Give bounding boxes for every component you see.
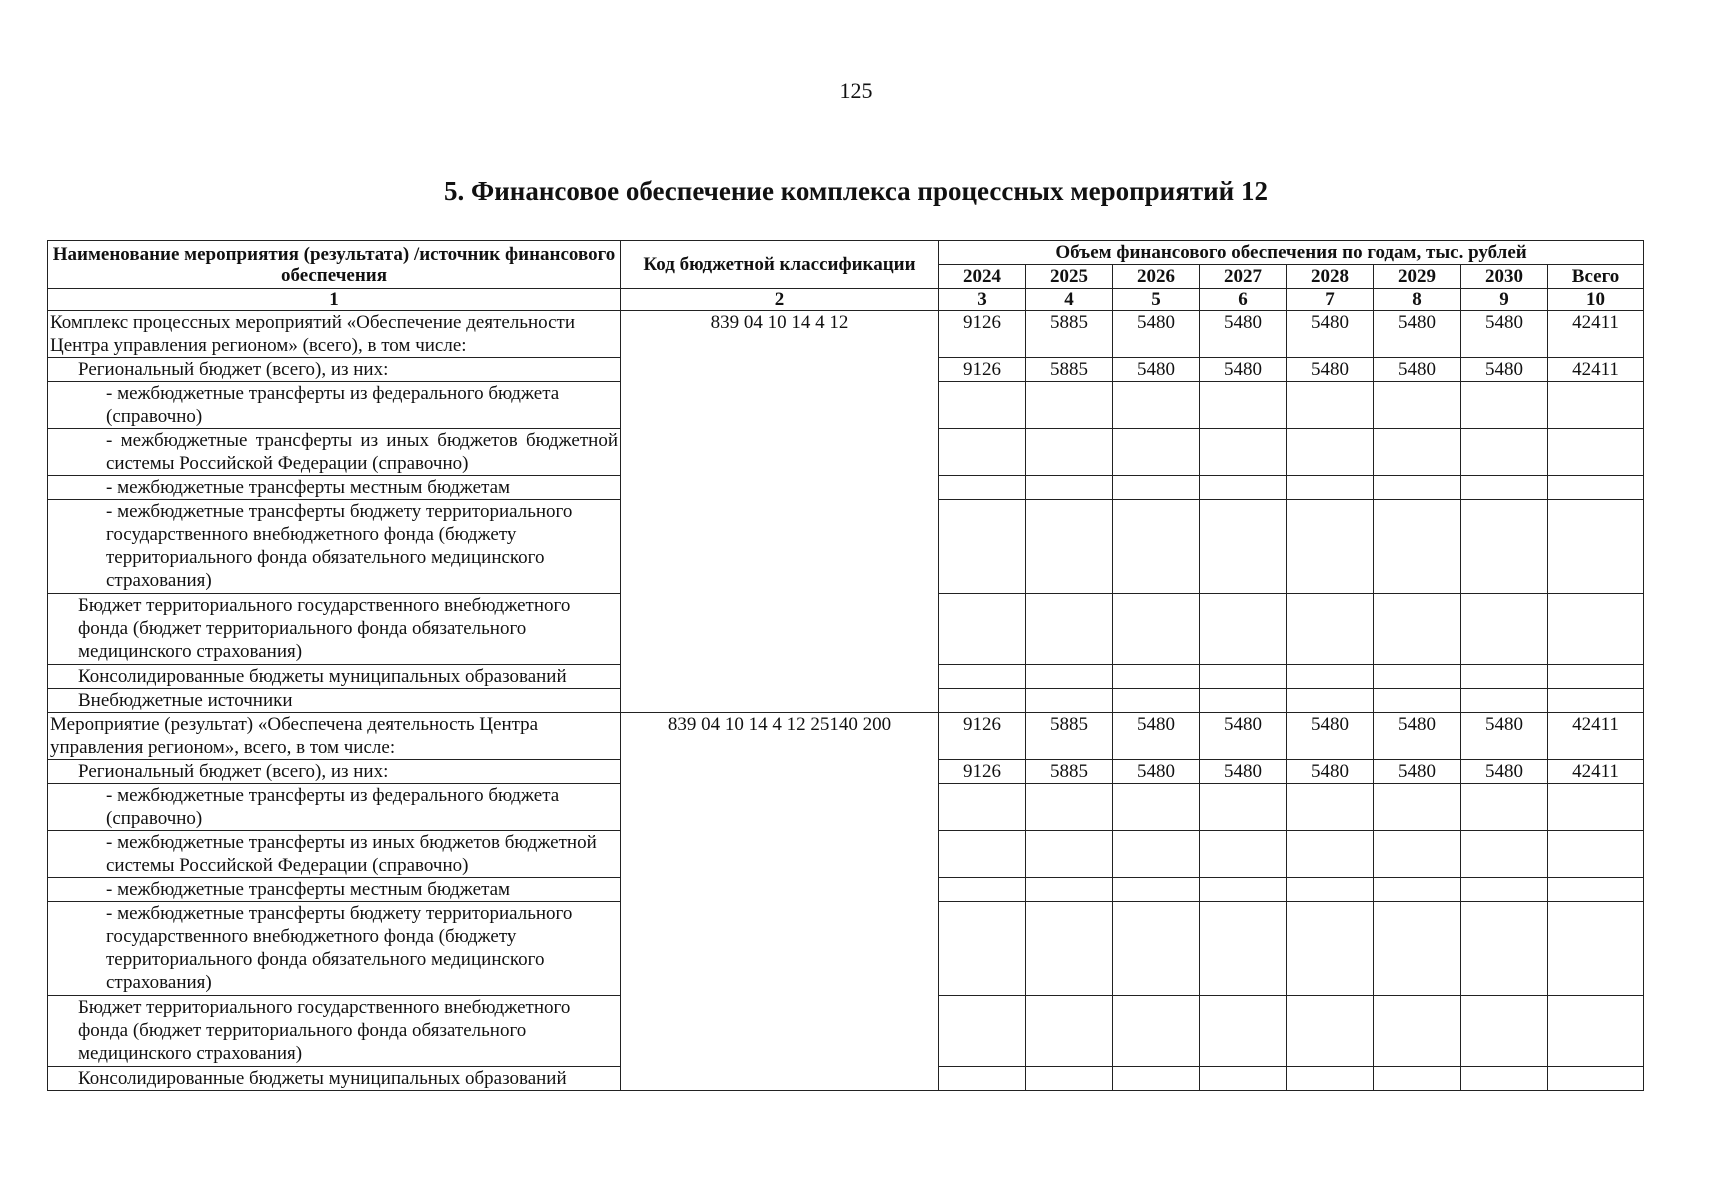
value-cell [939,500,1026,594]
row-name: - межбюджетные трансферты из федерального бюджета (справочно) [48,382,621,429]
value-cell: 5885 [1026,311,1113,358]
row-name: Региональный бюджет (всего), из них: [48,760,621,784]
value-cell [1200,476,1287,500]
value-cell: 5480 [1287,358,1374,382]
value-cell [1200,1067,1287,1091]
value-cell [939,429,1026,476]
value-cell [1548,476,1644,500]
row-name: Комплекс процессных мероприятий «Обеспечение деятельности Центра управления регионом» (всего), в том числе: [48,311,621,358]
header-code-column: Код бюджетной классификации [621,241,939,289]
value-cell [1200,429,1287,476]
column-number: 1 [48,289,621,311]
value-cell: 42411 [1548,760,1644,784]
column-number: 10 [1548,289,1644,311]
value-cell [1113,500,1200,594]
value-cell [1374,831,1461,878]
value-cell [1461,878,1548,902]
value-cell [1461,476,1548,500]
value-cell [1113,429,1200,476]
row-name: Бюджет территориального государственного внебюджетного фонда (бюджет территориального фонда обязательного медицинского страхования) [48,996,621,1067]
value-cell [1200,382,1287,429]
value-cell [1200,689,1287,713]
value-cell [1548,500,1644,594]
value-cell [1113,689,1200,713]
value-cell [1200,594,1287,665]
value-cell [1374,689,1461,713]
value-cell [1200,996,1287,1067]
value-cell [1026,500,1113,594]
value-cell [1461,1067,1548,1091]
row-name: Региональный бюджет (всего), из них: [48,358,621,382]
value-cell [939,996,1026,1067]
value-cell [1026,902,1113,996]
value-cell: 5480 [1461,311,1548,358]
value-cell [1287,500,1374,594]
value-cell [1026,878,1113,902]
value-cell: 42411 [1548,358,1644,382]
value-cell [1200,902,1287,996]
value-cell: 5885 [1026,713,1113,760]
value-cell [1461,831,1548,878]
value-cell [1374,665,1461,689]
value-cell [1026,1067,1113,1091]
value-cell [1548,594,1644,665]
value-cell [1287,382,1374,429]
value-cell [1026,594,1113,665]
header-name-column: Наименование мероприятия (результата) /источник финансового обеспечения [48,241,621,289]
value-cell [1287,784,1374,831]
value-cell: 5480 [1200,311,1287,358]
column-number: 7 [1287,289,1374,311]
column-number: 9 [1461,289,1548,311]
value-cell [1287,902,1374,996]
value-cell [939,665,1026,689]
value-cell [1287,429,1374,476]
value-cell [1287,996,1374,1067]
value-cell: 5480 [1200,358,1287,382]
row-name: - межбюджетные трансферты местным бюджетам [48,476,621,500]
value-cell: 9126 [939,358,1026,382]
value-cell: 9126 [939,713,1026,760]
row-name: Консолидированные бюджеты муниципальных образований [48,665,621,689]
row-name: - межбюджетные трансферты из иных бюджетов бюджетной системы Российской Федерации (справочно) [48,429,621,476]
row-name: Бюджет территориального государственного внебюджетного фонда (бюджет территориального фонда обязательного медицинского страхования) [48,594,621,665]
value-cell: 5480 [1287,760,1374,784]
value-cell [1113,996,1200,1067]
value-cell [1026,996,1113,1067]
value-cell [1548,665,1644,689]
value-cell [1374,878,1461,902]
value-cell [1287,665,1374,689]
value-cell [1113,831,1200,878]
value-cell [1461,594,1548,665]
value-cell [1374,382,1461,429]
value-cell [1287,594,1374,665]
value-cell [939,831,1026,878]
value-cell [1461,429,1548,476]
value-cell [1374,594,1461,665]
budget-code: 839 04 10 14 4 12 25140 200 [621,713,939,1091]
value-cell [1548,831,1644,878]
row-name: Внебюджетные источники [48,689,621,713]
value-cell: 5885 [1026,358,1113,382]
value-cell [1461,784,1548,831]
value-cell [1548,784,1644,831]
value-cell [1548,902,1644,996]
header-year: 2026 [1113,265,1200,289]
value-cell [1374,429,1461,476]
value-cell [939,382,1026,429]
header-volume-column: Объем финансового обеспечения по годам, тыс. рублей [939,241,1644,265]
value-cell [1200,784,1287,831]
column-number: 2 [621,289,939,311]
budget-code: 839 04 10 14 4 12 [621,311,939,713]
value-cell [1026,382,1113,429]
value-cell [1374,500,1461,594]
value-cell [1026,429,1113,476]
row-name: Консолидированные бюджеты муниципальных образований [48,1067,621,1091]
value-cell: 42411 [1548,713,1644,760]
value-cell: 5480 [1374,311,1461,358]
value-cell [1548,429,1644,476]
value-cell: 5480 [1200,760,1287,784]
value-cell: 5885 [1026,760,1113,784]
value-cell [1113,902,1200,996]
row-name: - межбюджетные трансферты местным бюджетам [48,878,621,902]
value-cell [1026,831,1113,878]
value-cell: 5480 [1113,760,1200,784]
value-cell [939,594,1026,665]
value-cell [1461,382,1548,429]
value-cell [1113,476,1200,500]
value-cell: 5480 [1374,760,1461,784]
value-cell [1287,689,1374,713]
value-cell: 5480 [1113,311,1200,358]
column-number: 8 [1374,289,1461,311]
header-year: 2030 [1461,265,1548,289]
value-cell [1461,902,1548,996]
header-total: Всего [1548,265,1644,289]
value-cell: 9126 [939,760,1026,784]
value-cell [1200,878,1287,902]
value-cell [1461,500,1548,594]
value-cell: 5480 [1461,760,1548,784]
value-cell [1548,382,1644,429]
value-cell [939,902,1026,996]
header-year: 2025 [1026,265,1113,289]
value-cell [1026,784,1113,831]
value-cell [1374,476,1461,500]
value-cell: 5480 [1287,713,1374,760]
row-name: - межбюджетные трансферты бюджету территориального государственного внебюджетного фонда (бюджету территориального фонда обязательного медицинского страхования) [48,500,621,594]
value-cell: 5480 [1374,713,1461,760]
row-name: - межбюджетные трансферты из федерального бюджета (справочно) [48,784,621,831]
row-name: Мероприятие (результат) «Обеспечена деятельность Центра управления регионом», всего, в том числе: [48,713,621,760]
value-cell [1374,996,1461,1067]
value-cell [939,784,1026,831]
value-cell: 9126 [939,311,1026,358]
value-cell [1113,1067,1200,1091]
page-number: 125 [839,78,873,103]
row-name: - межбюджетные трансферты из иных бюджетов бюджетной системы Российской Федерации (справочно) [48,831,621,878]
value-cell [1461,665,1548,689]
header-year: 2024 [939,265,1026,289]
financing-table [47,240,1644,1091]
column-number: 6 [1200,289,1287,311]
value-cell [939,689,1026,713]
value-cell [939,1067,1026,1091]
table-row [48,713,1644,760]
value-cell: 5480 [1461,358,1548,382]
value-cell [1287,878,1374,902]
value-cell [1113,382,1200,429]
value-cell [1026,665,1113,689]
value-cell: 42411 [1548,311,1644,358]
table-row [48,311,1644,358]
value-cell [1287,831,1374,878]
value-cell [1374,1067,1461,1091]
row-name: - межбюджетные трансферты бюджету территориального государственного внебюджетного фонда (бюджету территориального фонда обязательного медицинского страхования) [48,902,621,996]
column-number: 4 [1026,289,1113,311]
document-title: 5. Финансовое обеспечение комплекса процессных мероприятий 12 [444,176,1268,206]
value-cell [1461,689,1548,713]
value-cell: 5480 [1200,713,1287,760]
value-cell [939,476,1026,500]
value-cell [1374,902,1461,996]
column-number: 3 [939,289,1026,311]
value-cell [1113,878,1200,902]
value-cell [1548,689,1644,713]
value-cell [1113,594,1200,665]
header-year: 2027 [1200,265,1287,289]
value-cell [1026,689,1113,713]
value-cell [1200,500,1287,594]
value-cell [1200,665,1287,689]
value-cell: 5480 [1287,311,1374,358]
value-cell [1374,784,1461,831]
value-cell [1113,784,1200,831]
column-number: 5 [1113,289,1200,311]
value-cell: 5480 [1113,713,1200,760]
value-cell [1287,1067,1374,1091]
value-cell [1200,831,1287,878]
value-cell: 5480 [1113,358,1200,382]
header-year: 2028 [1287,265,1374,289]
value-cell [1548,1067,1644,1091]
value-cell: 5480 [1461,713,1548,760]
value-cell [1548,878,1644,902]
value-cell [1287,476,1374,500]
value-cell: 5480 [1374,358,1461,382]
value-cell [1461,996,1548,1067]
value-cell [1026,476,1113,500]
value-cell [939,878,1026,902]
value-cell [1113,665,1200,689]
header-year: 2029 [1374,265,1461,289]
value-cell [1548,996,1644,1067]
